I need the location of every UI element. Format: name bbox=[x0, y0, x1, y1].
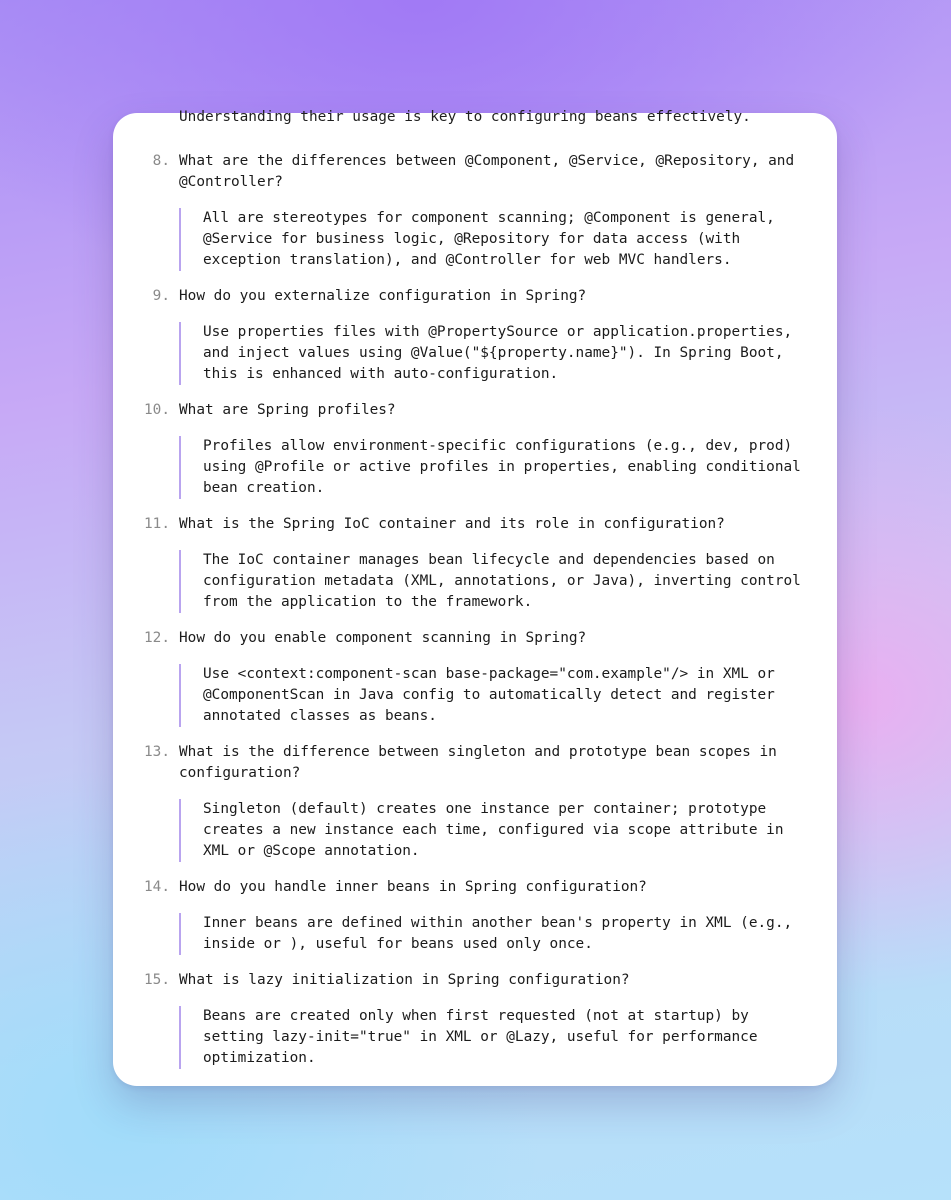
item-number: 9. bbox=[152, 288, 170, 304]
item-number: 12. bbox=[144, 630, 170, 646]
qa-list bbox=[113, 151, 837, 1084]
qa-item bbox=[113, 628, 837, 727]
item-number: 10. bbox=[144, 402, 170, 418]
qa-item bbox=[113, 400, 837, 499]
qa-item bbox=[113, 514, 837, 613]
answer-blockquote: Inner beans are defined within another bean's property in XML (e.g., inside or ), useful for beans used only once. bbox=[179, 913, 815, 955]
question-text: What are the differences between @Component, @Service, @Repository, and @Controller? bbox=[179, 153, 795, 190]
answer-blockquote: Use properties files with @PropertySource or application.properties, and inject values using @Value("${property.name}"). In Spring Boot, this is enhanced with auto-configuration. bbox=[179, 322, 815, 385]
answer-blockquote: Beans are created only when first requested (not at startup) by setting lazy-init="true" in XML or @Lazy, useful for performance optimization. bbox=[179, 1006, 815, 1069]
question-text: What is the Spring IoC container and its role in configuration? bbox=[179, 516, 725, 532]
question-text: What are Spring profiles? bbox=[179, 402, 396, 418]
question-text: How do you enable component scanning in Spring? bbox=[179, 630, 587, 646]
question-text: How do you handle inner beans in Spring configuration? bbox=[179, 879, 647, 895]
item-number: 14. bbox=[144, 879, 170, 895]
qa-item bbox=[113, 877, 837, 955]
qa-item bbox=[113, 742, 837, 862]
qa-item bbox=[113, 151, 837, 271]
question-text: What is lazy initialization in Spring configuration? bbox=[179, 972, 630, 988]
answer-blockquote: All are stereotypes for component scanning; @Component is general, @Service for business logic, @Repository for data access (with exception translation), and @Controller for web MVC handlers. bbox=[179, 208, 815, 271]
answer-blockquote: The IoC container manages bean lifecycle and dependencies based on configuration metadata (XML, annotations, or Java), inverting control from the application to the framework. bbox=[179, 550, 815, 613]
clipped-previous-line bbox=[179, 109, 751, 137]
qa-item bbox=[113, 970, 837, 1069]
item-number: 13. bbox=[144, 744, 170, 760]
question-text: How do you externalize configuration in Spring? bbox=[179, 288, 587, 304]
qa-card bbox=[113, 109, 837, 1086]
clipped-previous-text: Understanding their usage is key to configuring beans effectively. bbox=[179, 109, 751, 125]
item-number: 8. bbox=[152, 153, 170, 169]
question-text: What is the difference between singleton and prototype bean scopes in configuration? bbox=[179, 744, 777, 781]
qa-item bbox=[113, 286, 837, 385]
answer-blockquote: Profiles allow environment-specific configurations (e.g., dev, prod) using @Profile or active profiles in properties, enabling conditional bean creation. bbox=[179, 436, 815, 499]
answer-blockquote: Use <context:component-scan base-package="com.example"/> in XML or @ComponentScan in Java config to automatically detect and register annotated classes as beans. bbox=[179, 664, 815, 727]
item-number: 11. bbox=[144, 516, 170, 532]
answer-blockquote: Singleton (default) creates one instance per container; prototype creates a new instance each time, configured via scope attribute in XML or @Scope annotation. bbox=[179, 799, 815, 862]
item-number: 15. bbox=[144, 972, 170, 988]
